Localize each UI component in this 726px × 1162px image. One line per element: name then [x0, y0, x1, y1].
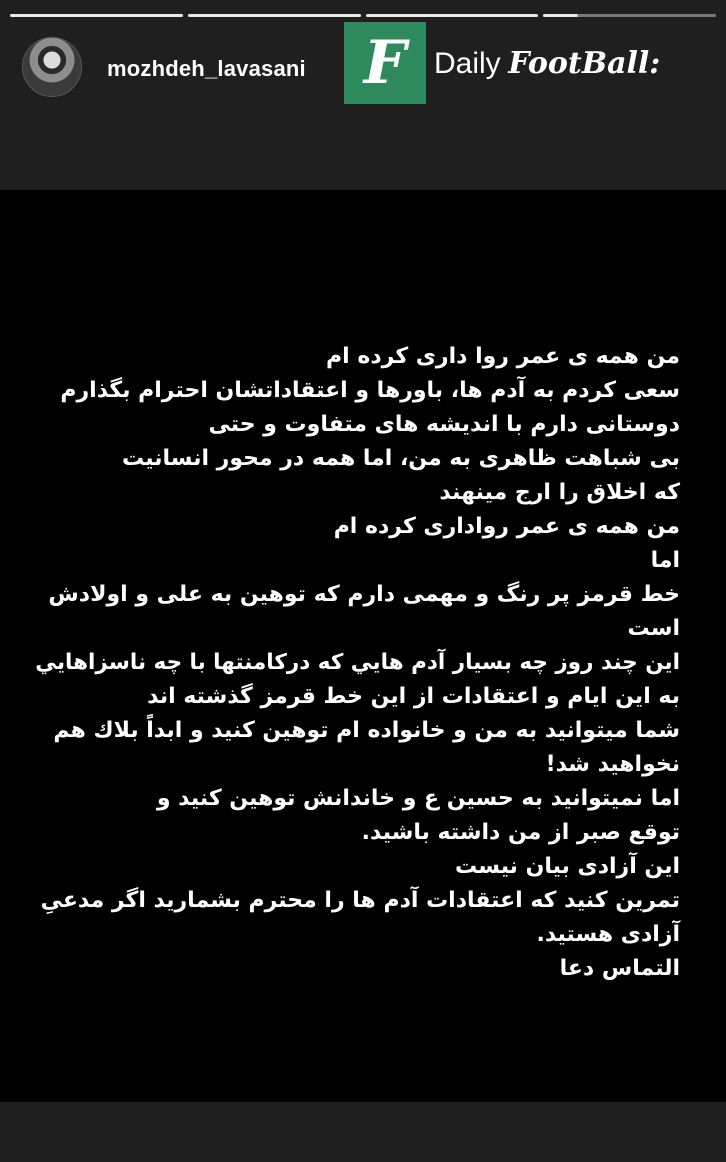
text-line: تمرین کنید که اعتقادات آدم ها را محترم بشمارید اگر مدعیِ	[40, 888, 680, 913]
text-line: که اخلاق را ارج مینهند	[439, 480, 680, 505]
brand-word-football: FootBall:	[508, 46, 661, 81]
story-header	[0, 22, 726, 112]
text-line: به این ایام و اعتقادات از این خط قرمز گذشته اند	[147, 684, 680, 709]
text-line: خط قرمز پر رنگ و مهمی دارم که توهین به علی و اولادش	[48, 582, 680, 607]
text-line: اما نمیتوانید به حسین ع و خاندانش توهین کنید و	[156, 786, 680, 811]
story-content[interactable]	[0, 190, 726, 1102]
text-line: من همه ی عمر روا داری کرده ام	[326, 344, 680, 369]
text-line: آزادی هستید.	[536, 922, 680, 947]
username[interactable]: mozhdeh_lavasani	[107, 56, 306, 81]
progress-segment-current	[543, 14, 716, 17]
text-line: سعی کردم به آدم ها، باورها و اعتقاداتشان احترام بگذارم	[60, 378, 680, 403]
text-line: شما میتوانید به من و خانواده ام توهین کنید و ابداً بلاك هم	[53, 718, 680, 743]
text-line: التماس دعا	[559, 956, 680, 981]
progress-segment	[10, 14, 183, 17]
story-footer	[0, 1102, 726, 1162]
brand-watermark	[434, 46, 660, 81]
text-line: این آزادی بیان نیست	[455, 854, 680, 879]
progress-segment	[366, 14, 539, 17]
text-line: اما	[650, 548, 680, 573]
brand-word-daily: Daily	[434, 47, 501, 80]
story-text	[35, 340, 680, 986]
text-line: دوستانی دارم با اندیشه های متفاوت و حتی	[208, 412, 680, 437]
progress-segment	[188, 14, 361, 17]
avatar[interactable]	[22, 37, 82, 97]
text-line: بی شباهت ظاهری به من، اما همه در محور انسانیت	[122, 446, 680, 471]
text-line: من همه ی عمر رواداری کرده ام	[333, 514, 680, 539]
text-line: است	[627, 616, 680, 641]
text-line: توقع صبر از من داشته باشید.	[361, 820, 680, 845]
text-line: نخواهید شد!	[545, 752, 680, 777]
text-line: این چند روز چه بسیار آدم هایي که درکامنتها با چه ناسزاهایي	[35, 650, 680, 675]
story-progress-bar	[10, 14, 716, 17]
daily-football-logo-icon	[344, 22, 426, 104]
logo-letter: F	[363, 28, 407, 98]
